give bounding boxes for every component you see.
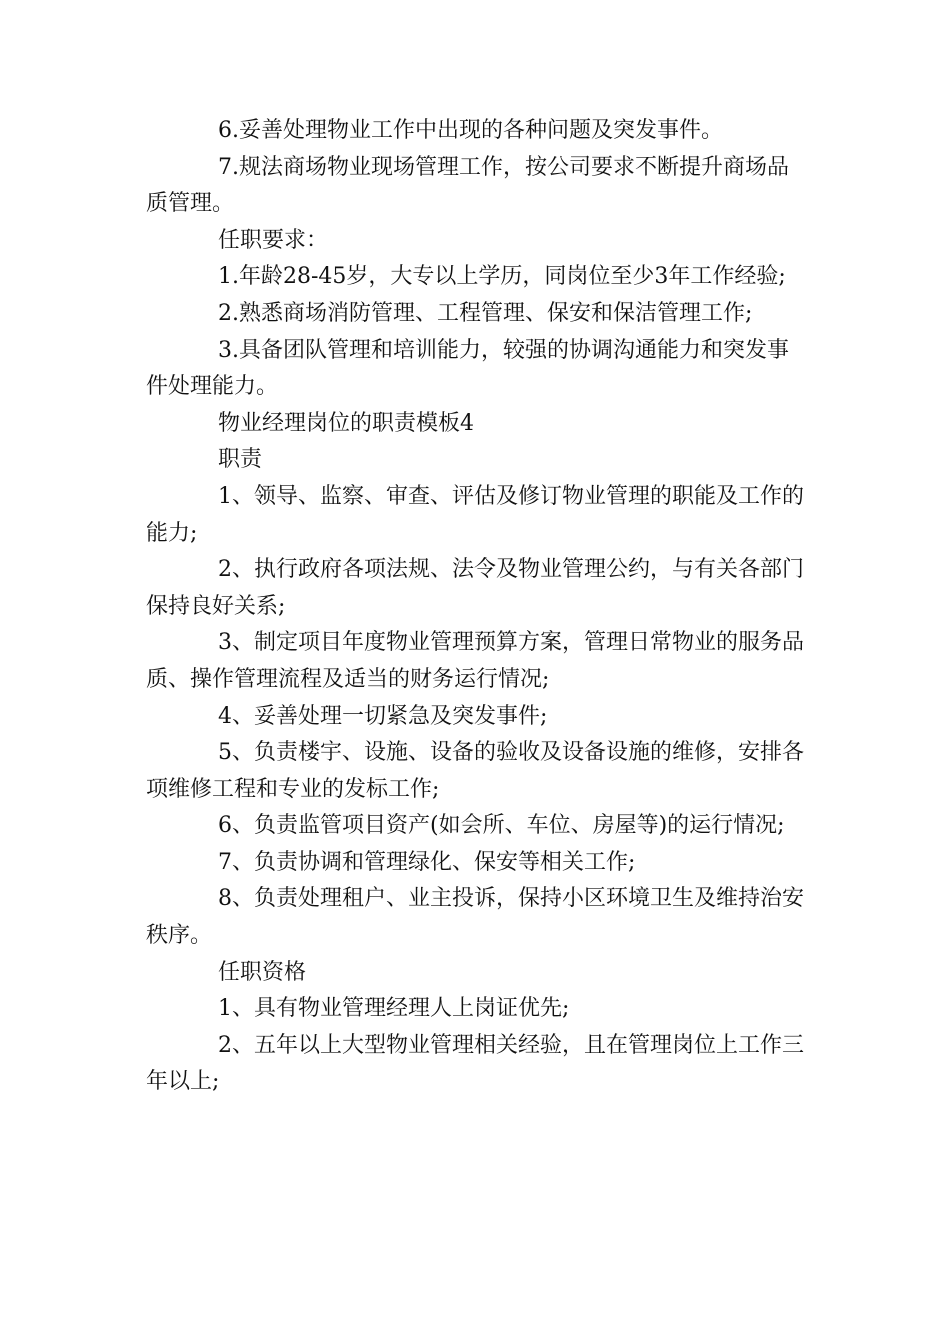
section-heading-duties: 职责 <box>218 447 263 473</box>
duty-item-1: 1、领导、监察、审查、评估及修订物业管理的职能及工作的能力; <box>146 483 804 546</box>
paragraph-item-6-handle-issues: 6.妥善处理物业工作中出现的各种问题及突发事件。 <box>218 118 723 143</box>
duty-item-7: 7、负责协调和管理绿化、保安等相关工作; <box>218 849 636 875</box>
requirement-item-1: 1.年龄28-45岁，大专以上学历，同岗位至少3年工作经验; <box>218 264 786 290</box>
paragraph-item-7-site-management: 7.规法商场物业现场管理工作，按公司要求不断提升商场品质管理。 <box>146 154 789 217</box>
duty-item-3: 3、制定项目年度物业管理预算方案，管理日常物业的服务品质、操作管理流程及适当的财务运行情况; <box>146 630 804 692</box>
document-body <box>146 113 806 1101</box>
requirement-item-3: 3.具备团队管理和培训能力，较强的协调沟通能力和突发事件处理能力。 <box>146 337 789 400</box>
duty-item-6: 6、负责监管项目资产(如会所、车位、房屋等)的运行情况; <box>218 813 785 839</box>
section-heading-qualifications: 任职资格 <box>218 959 307 985</box>
qualification-item-2: 2、五年以上大型物业管理相关经验，且在管理岗位上工作三年以上; <box>146 1032 804 1095</box>
template-title-4: 物业经理岗位的职责模板4 <box>218 410 474 436</box>
section-heading-requirements: 任职要求： <box>218 227 329 253</box>
duty-item-4: 4、妥善处理一切紧急及突发事件; <box>218 703 548 729</box>
duty-item-5: 5、负责楼宇、设施、设备的验收及设备设施的维修，安排各项维修工程和专业的发标工作; <box>146 740 804 802</box>
qualification-item-1: 1、具有物业管理经理人上岗证优先; <box>218 996 570 1022</box>
requirement-item-2: 2.熟悉商场消防管理、工程管理、保安和保洁管理工作; <box>218 300 753 326</box>
duty-item-2: 2、执行政府各项法规、法令及物业管理公约，与有关各部门保持良好关系; <box>146 557 804 619</box>
duty-item-8: 8、负责处理租户、业主投诉，保持小区环境卫生及维持治安秩序。 <box>146 886 804 949</box>
